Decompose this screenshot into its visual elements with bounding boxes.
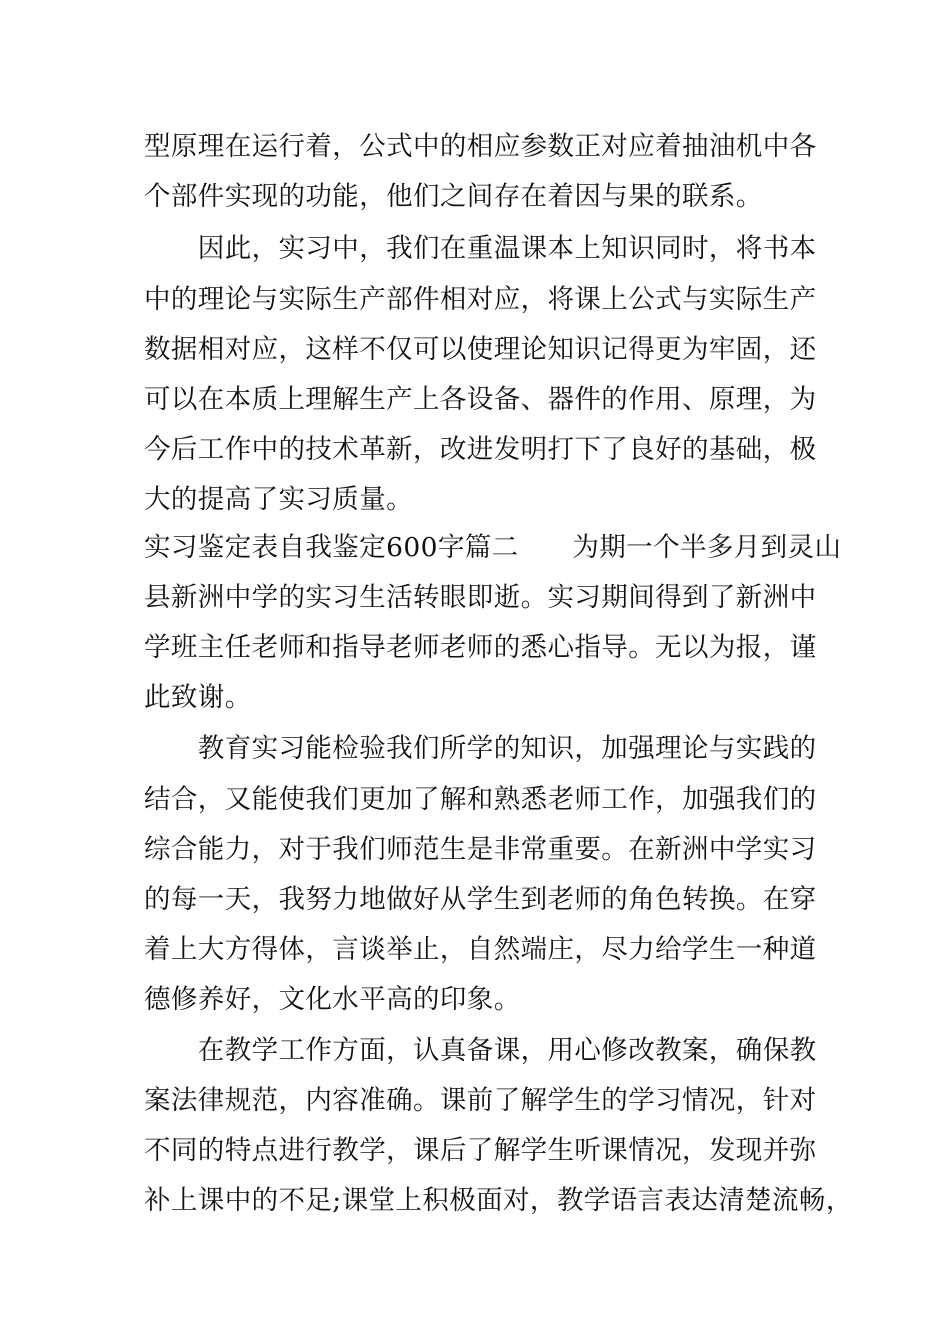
text-line: 德修养好，文化水平高的印象。 xyxy=(144,984,521,1015)
text-line: 不同的特点进行教学，课后了解学生听课情况，发现并弥 xyxy=(144,1135,817,1166)
text-line: 型原理在运行着，公式中的相应参数正对应着抽油机中各 xyxy=(144,131,817,162)
text-line: 中的理论与实际生产部件相对应，将课上公式与实际生产 xyxy=(144,284,817,315)
text-line: 在教学工作方面，认真备课，用心修改教案，确保教 xyxy=(144,1035,817,1066)
text-line: 个部件实现的功能，他们之间存在着因与果的联系。 xyxy=(144,181,763,212)
text-line: 案法律规范，内容准确。课前了解学生的学习情况，针对 xyxy=(144,1085,817,1116)
text-line: 补上课中的不足;课堂上积极面对，教学语言表达清楚流畅， xyxy=(144,1185,853,1216)
text-line: 数据相对应，这样不仅可以使理论知识记得更为牢固，还 xyxy=(144,334,817,365)
text-line: 可以在本质上理解生产上各设备、器件的作用、原理，为 xyxy=(144,384,817,415)
text-line: 的每一天，我努力地做好从学生到老师的角色转换。在穿 xyxy=(144,884,817,915)
text-line: 实习鉴定表自我鉴定600字篇二 为期一个半多月到灵山 xyxy=(144,532,842,563)
text-line: 县新洲中学的实习生活转眼即逝。实习期间得到了新洲中 xyxy=(144,582,817,613)
text-line: 着上大方得体，言谈举止，自然端庄，尽力给学生一种道 xyxy=(144,934,817,965)
text-line: 大的提高了实习质量。 xyxy=(144,484,413,515)
text-line: 学班主任老师和指导老师老师的悉心指导。无以为报，谨 xyxy=(144,632,817,663)
text-line: 因此，实习中，我们在重温课本上知识同时，将书本 xyxy=(144,233,817,264)
text-line: 综合能力，对于我们师范生是非常重要。在新洲中学实习 xyxy=(144,834,817,865)
text-line: 教育实习能检验我们所学的知识，加强理论与实践的 xyxy=(144,733,817,764)
text-line: 此致谢。 xyxy=(144,682,252,713)
text-line: 今后工作中的技术革新，改进发明打下了良好的基础，极 xyxy=(144,434,817,465)
text-line: 结合，又能使我们更加了解和熟悉老师工作，加强我们的 xyxy=(144,784,817,815)
